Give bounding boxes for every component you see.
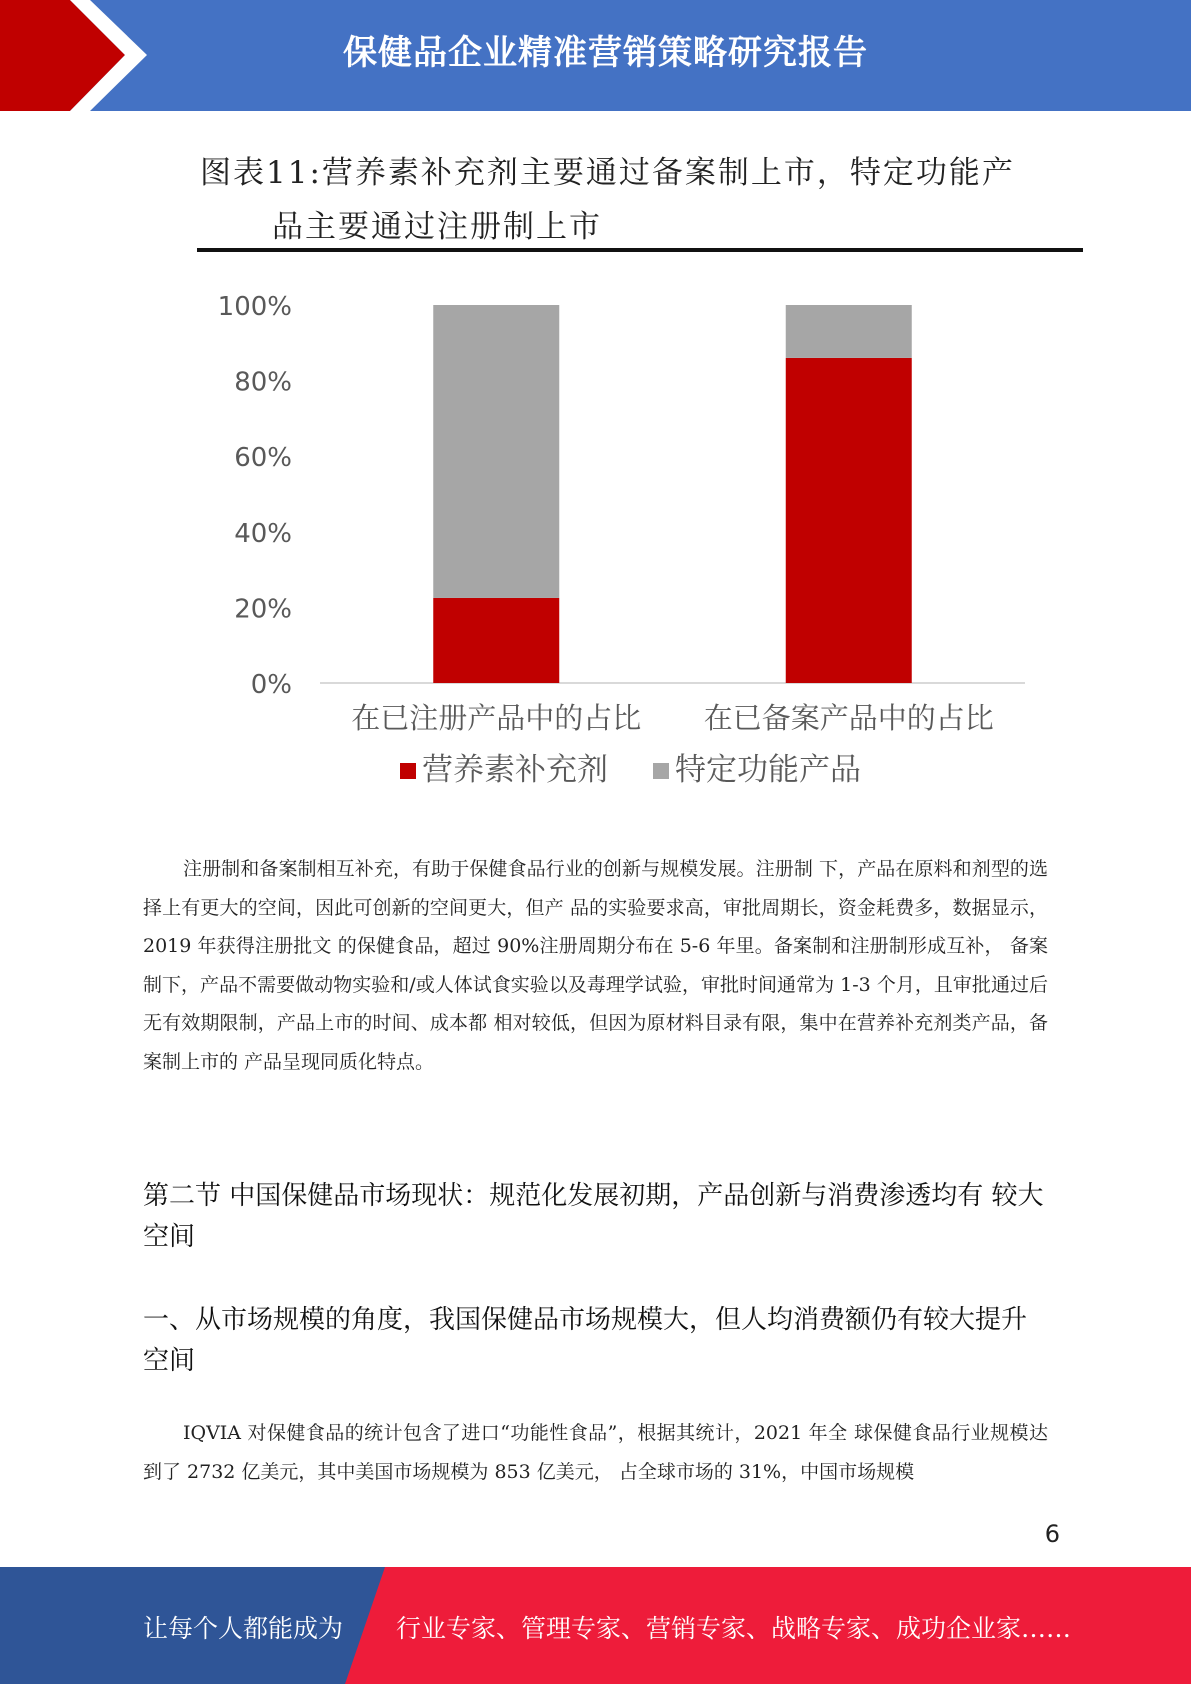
x-category-label: 在已备案产品中的占比	[703, 701, 994, 735]
body-paragraph-2: IQVIA 对保健食品的统计包含了进口“功能性食品”，根据其统计，2021 年全 球保健食品行业规模达到了 2732 亿美元，其中美国市场规模为 853 亿美元， 占全球市场的 31%，中国市场规模	[143, 1422, 1048, 1483]
section-heading-2: 第二节 中国保健品市场现状：规范化发展初期，产品创新与消费渗透均有 较大空间	[143, 1181, 1044, 1252]
figure-rule	[197, 248, 1083, 252]
y-tick-label: 100%	[217, 292, 292, 322]
page-number: 6	[1044, 1520, 1060, 1548]
legend-label-0: 营养素补充剂	[422, 752, 608, 788]
chart-svg	[200, 270, 1060, 810]
bar-segment-function	[786, 305, 912, 358]
subsection-heading-1: 一、从市场规模的角度，我国保健品市场规模大，但人均消费额仍有较大提升 空间	[143, 1305, 1028, 1376]
stacked-bar-chart	[200, 270, 1060, 810]
figure-caption-line2: 品主要通过注册制上市	[272, 209, 602, 245]
bar-segment-nutrient	[786, 358, 912, 683]
legend-label-1: 特定功能产品	[675, 752, 861, 788]
page-footer	[0, 1567, 1191, 1684]
y-tick-label: 80%	[234, 367, 292, 398]
page-header	[0, 0, 1191, 111]
legend-swatch-1	[653, 763, 669, 779]
y-tick-label: 40%	[234, 518, 292, 549]
bar-segment-nutrient	[433, 598, 559, 683]
footer-slogan-left: 让每个人都能成为	[143, 1614, 344, 1643]
figure-caption-line1: 图表11:营养素补充剂主要通过备案制上市，特定功能产	[200, 155, 1015, 191]
y-tick-label: 20%	[234, 594, 292, 625]
y-tick-label: 60%	[234, 443, 292, 474]
figure-caption	[200, 146, 1080, 254]
y-tick-label: 0%	[250, 670, 292, 700]
legend-swatch-0	[400, 763, 416, 779]
bar-segment-function	[433, 305, 559, 598]
footer-slogan-right: 行业专家、管理专家、营销专家、战略专家、成功企业家……	[396, 1614, 1072, 1643]
header-title: 保健品企业精准营销策略研究报告	[343, 33, 868, 73]
body-paragraph-1: 注册制和备案制相互补充，有助于保健食品行业的创新与规模发展。注册制 下，产品在原料和剂型的选择上有更大的空间，因此可创新的空间更大，但产 品的实验要求高，审批周期长，资金耗费多，数据显示，2019 年获得注册批文 的保健食品，超过 90%注册周期分布在 5-6 年里。备案制和注册制形成互补， 备案制下，产品不需要做动物实验和/或人体试食实验以及毒理学试验，审批时间通常为 1-3 个月，且审批通过后无有效期限制，产品上市的时间、成本都 相对较低，但因为原材料目录有限，集中在营养补充剂类产品，备案制上市的 产品呈现同质化特点。	[143, 858, 1048, 1073]
x-category-label: 在已注册产品中的占比	[351, 701, 642, 735]
